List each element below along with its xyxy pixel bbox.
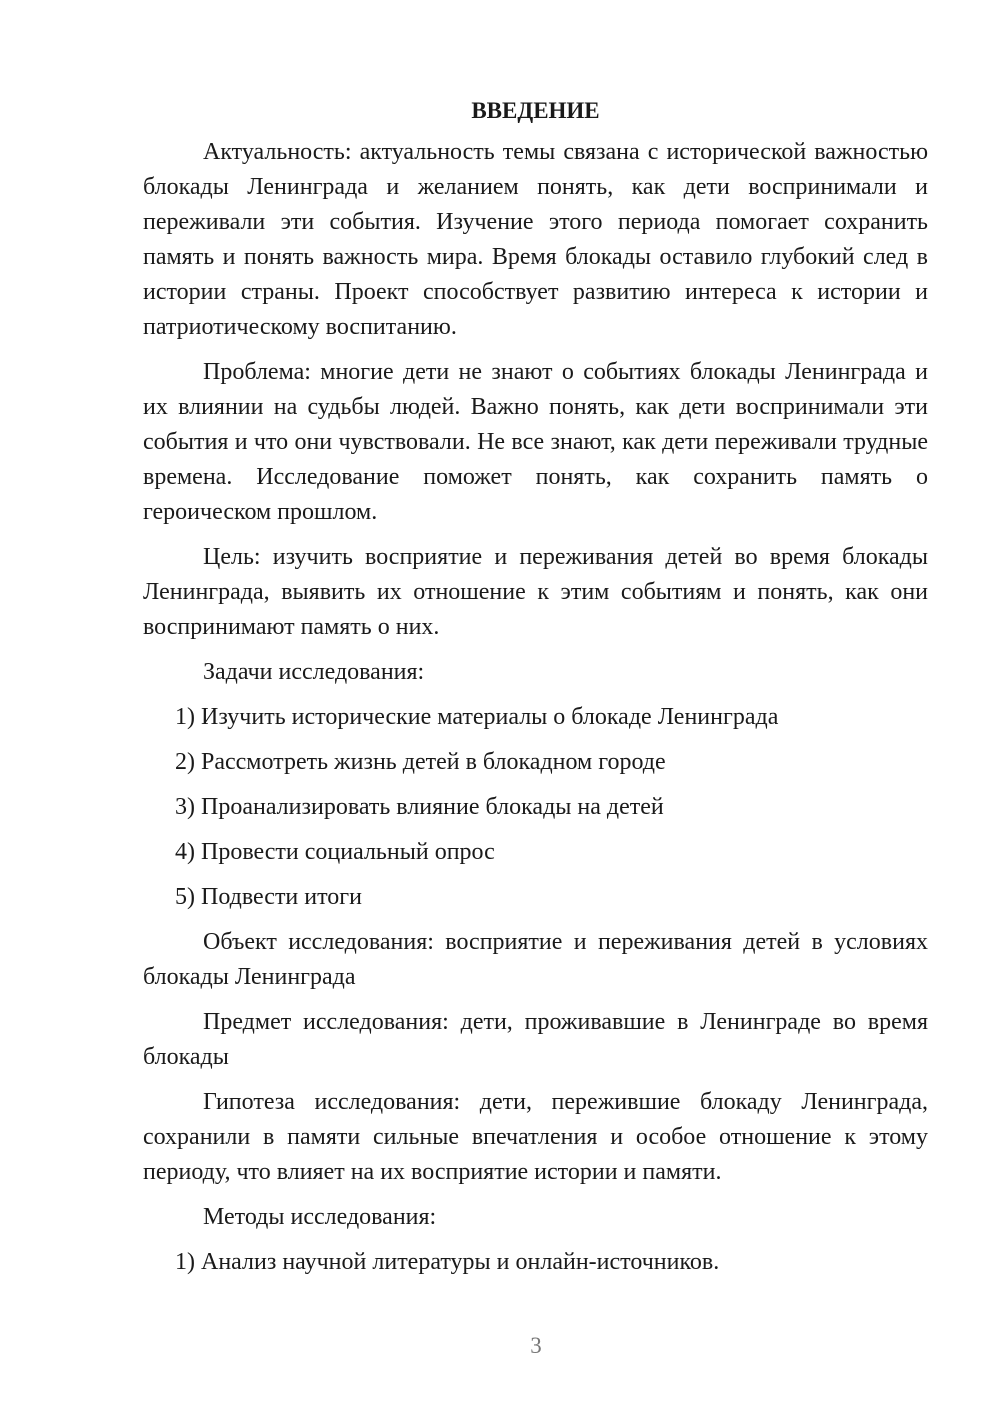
list-item: 1) Изучить исторические материалы о блокаде Ленинграда	[175, 704, 779, 730]
subject-paragraph: Предмет исследования: дети, проживавшие в Ленинграде во время блокады	[143, 1009, 928, 1070]
list-item: 1) Анализ научной литературы и онлайн-источников.	[175, 1249, 720, 1275]
goal-paragraph: Цель: изучить восприятие и переживания детей во время блокады Ленинграда, выявить их отношение к этим событиям и понять, как они воспринимают память о них.	[143, 544, 928, 640]
tasks-list	[143, 700, 928, 915]
tasks-heading: Задачи исследования:	[203, 659, 425, 685]
problem-paragraph: Проблема: многие дети не знают о событиях блокады Ленинграда и их влиянии на судьбы людей. Важно понять, как дети воспринимали эти события и что они чувствовали. Не все знают, как дети переживали трудные времена. Исследование поможет понять, как сохранить память о героическом прошлом.	[143, 359, 928, 525]
section-title: ВВЕДЕНИЕ	[471, 98, 600, 123]
page-number: 3	[530, 1333, 542, 1358]
page-content	[143, 96, 928, 1290]
actuality-paragraph: Актуальность: актуальность темы связана с исторической важностью блокады Ленинграда и желанием понять, как дети воспринимали и переживали эти события. Изучение этого периода помогает сохранить память и понять важность мира. Время блокады оставило глубокий след в истории страны. Проект способствует развитию интереса к истории и патриотическому воспитанию.	[143, 139, 928, 340]
methods-heading: Методы исследования:	[203, 1204, 437, 1230]
hypothesis-paragraph: Гипотеза исследования: дети, пережившие блокаду Ленинграда, сохранили в памяти сильные впечатления и особое отношение к этому периоду, что влияет на их восприятие истории и памяти.	[143, 1089, 928, 1185]
object-paragraph: Объект исследования: восприятие и переживания детей в условиях блокады Ленинграда	[143, 929, 928, 990]
methods-list	[143, 1245, 928, 1280]
list-item: 3) Проанализировать влияние блокады на детей	[175, 794, 664, 820]
list-item: 4) Провести социальный опрос	[175, 839, 495, 865]
list-item: 2) Рассмотреть жизнь детей в блокадном городе	[175, 749, 666, 775]
list-item: 5) Подвести итоги	[175, 884, 362, 910]
